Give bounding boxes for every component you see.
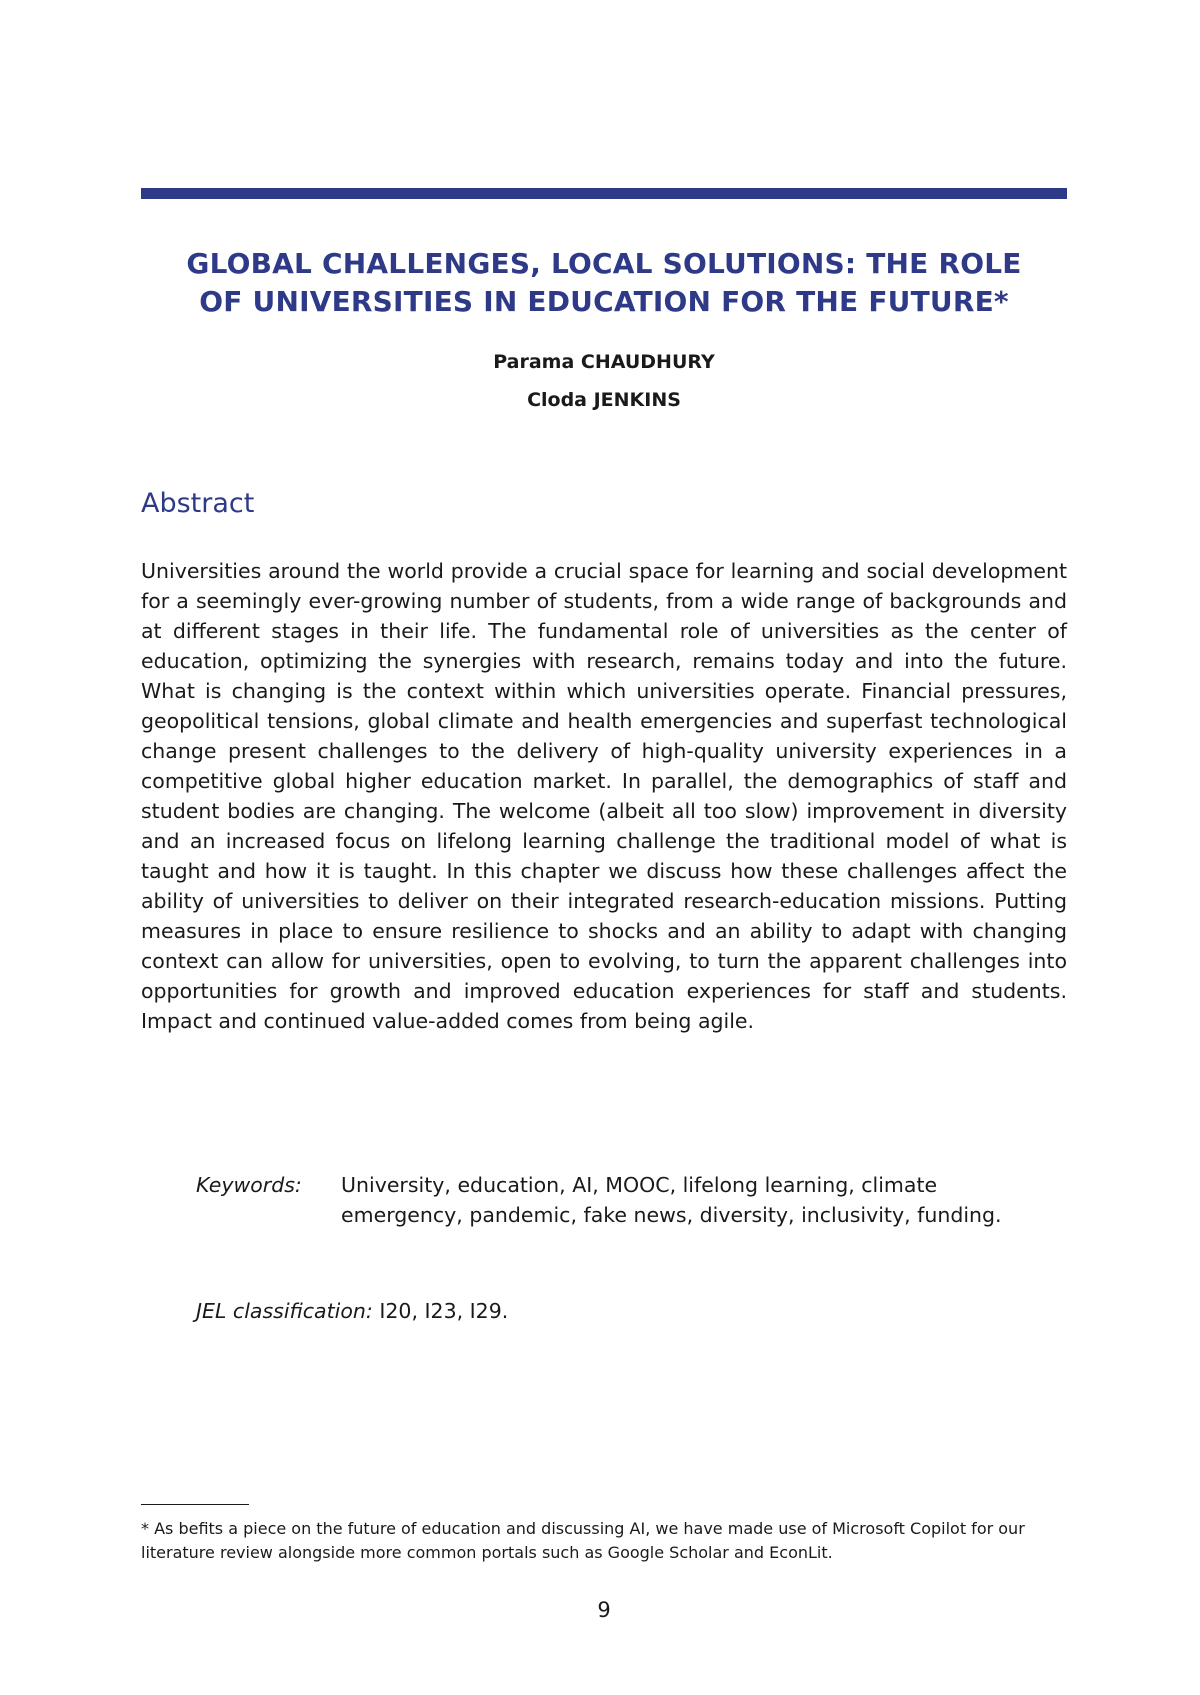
header-rule: [141, 188, 1067, 199]
paper-title: [141, 245, 1067, 321]
jel-label: JEL classification:: [196, 1299, 373, 1323]
jel-text: I20, I23, I29.: [379, 1299, 509, 1323]
keywords-text: University, education, AI, MOOC, lifelong learning, climate emergency, pandemic, fake news, diversity, inclusivity, funding.: [341, 1173, 1002, 1227]
footnote-rule: [141, 1504, 249, 1505]
keywords-label: Keywords:: [196, 1173, 302, 1197]
keywords-block: [196, 1170, 1056, 1230]
abstract-heading: Abstract: [141, 488, 255, 519]
page-number: 9: [597, 1598, 611, 1622]
jel-classification: [196, 1296, 508, 1326]
author-list: [141, 343, 1067, 419]
abstract-body: Universities around the world provide a crucial space for learning and social development for a seemingly ever-growing number of students, from a wide range of backgrounds and at different stages in their life. The fundamental role of universities as the center of education, optimizing the synergies with research, remains today and into the future. What is changing is the context within which universities operate. Financial pressures, geopolitical tensions, global climate and health emergencies and superfast technological change present challenges to the delivery of high-quality university experiences in a competitive global higher education market. In parallel, the demographics of staff and student bodies are changing. The welcome (albeit all too slow) improvement in diversity and an increased focus on lifelong learning challenge the traditional model of what is taught and how it is taught. In this chapter we discuss how these challenges affect the ability of universities to deliver on their integrated research-education missions. Putting measures in place to ensure resilience to shocks and an ability to adapt with changing context can allow for universities, open to evolving, to turn the apparent challenges into opportunities for growth and improved education experiences for staff and students. Impact and continued value-added comes from being agile.: [141, 559, 1067, 1033]
author-2: Cloda JENKINS: [527, 389, 681, 411]
footnote: * As befits a piece on the future of education and discussing AI, we have made use of Microsoft Copilot for our literature review alongside more common portals such as Google Scholar and EconLit.: [141, 1519, 1025, 1562]
title-line-1: GLOBAL CHALLENGES, LOCAL SOLUTIONS: THE ROLE: [186, 247, 1022, 280]
author-1: Parama CHAUDHURY: [493, 351, 715, 373]
title-line-2: OF UNIVERSITIES IN EDUCATION FOR THE FUTURE*: [199, 285, 1009, 318]
